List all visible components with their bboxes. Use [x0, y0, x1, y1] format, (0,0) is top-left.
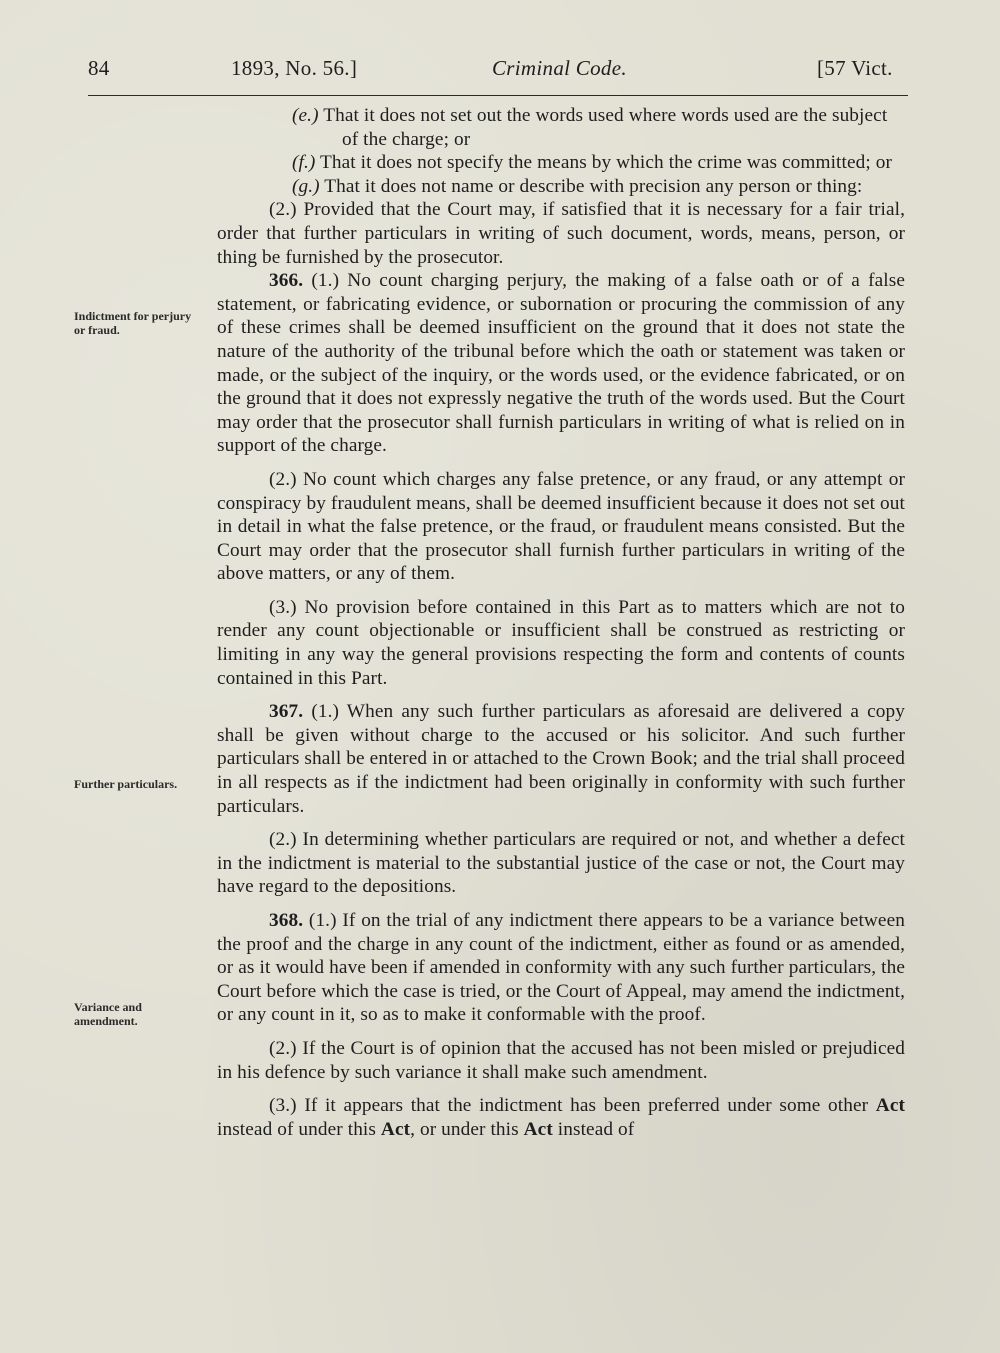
- subclause-label: (f.): [292, 152, 316, 174]
- paragraph-text: instead of: [552, 1118, 635, 1140]
- paragraph-text: (3.) If it appears that the indictment has been preferred under some other: [269, 1095, 876, 1117]
- paragraph-text: (1.) When any such further particulars as aforesaid are delivered a copy shall be given without charge to the accused or his solicitor. And such further particulars shall be entered in or attached to the Crown Book; and the trial shall proceed in all respects as if the indictment had been originally in conformity with such further particulars.: [217, 701, 906, 817]
- subclause-text: That it does not name or describe with precision any person or thing:: [324, 175, 863, 197]
- section-367-para-1: [217, 700, 905, 818]
- margin-note-further-particulars: Further particulars.: [74, 777, 178, 791]
- subclause-label: (e.): [292, 105, 319, 126]
- subclause-text: That it does not specify the means by which the crime was committed; or: [320, 152, 892, 174]
- act-word: Act: [523, 1118, 553, 1140]
- section-368-para-1: [217, 909, 905, 1027]
- subclause-e: [217, 104, 905, 151]
- paragraph-text: (1.) If on the trial of any indictment there appears to be a variance between the proof and the charge in any count of the indictment, either as found or as amended, or as it would have been if amended in conformity with any such further particulars, the Court before which the case is tried, or the Court of Appeal, may amend the indictment, or any count in it, so as to make it conformable with the proof.: [217, 910, 905, 1026]
- section-367-para-2: (2.) In determining whether particulars are required or not, and whether a defect in the indictment is material to the substantial justice of the case or not, the Court may have regard to the depositions.: [217, 829, 905, 898]
- section-number: 366.: [269, 270, 304, 292]
- act-word: Act: [380, 1118, 411, 1140]
- proviso-paragraph: (2.) Provided that the Court may, if satisfied that it is necessary for a fair trial, order that further particulars in writing of such document, words, means, person, or thing be furnished by the prosecutor.: [217, 199, 905, 268]
- subclause-label: (g.): [292, 175, 320, 197]
- header-rule: [88, 95, 908, 96]
- regnal-year: [57 Vict.: [817, 56, 893, 80]
- act-word: Act: [875, 1095, 905, 1117]
- margin-note-variance: Variance and amendment.: [74, 1000, 142, 1028]
- subclause-f: [217, 151, 905, 175]
- section-number: 367.: [269, 701, 304, 723]
- page-number: 84: [88, 56, 110, 80]
- section-366-para-1: [217, 269, 905, 458]
- section-368-para-2: (2.) If the Court is of opinion that the accused has not been misled or prejudiced in his defence by such variance it shall make such amendment.: [217, 1037, 905, 1083]
- section-366-para-2: (2.) No count which charges any false pretence, or any fraud, or any attempt or conspiracy by fraudulent means, shall be deemed insufficient because it does not set out in detail in what the false pretence, or the fraud, or fraudulent means consisted. But the Court may order that the prosecutor shall furnish further particulars in writing of the above matters, or any of them.: [217, 468, 905, 585]
- year-and-number: 1893, No. 56.]: [231, 56, 358, 80]
- margin-note-indictment-perjury: Indictment for perjury or fraud.: [74, 309, 192, 337]
- paragraph-text: instead of under this: [217, 1118, 381, 1140]
- section-368-para-3: [217, 1094, 905, 1141]
- running-title: Criminal Code.: [492, 56, 627, 80]
- section-number: 368.: [269, 910, 304, 931]
- section-366-para-3: (3.) No provision before contained in this Part as to matters which are not to render any count objectionable or insufficient shall be construed as restricting or limiting in any way the general provisions respecting the form and contents of counts contained in this Part.: [217, 596, 905, 689]
- body-text: [217, 104, 905, 1141]
- subclause-g: [217, 175, 905, 199]
- paragraph-text: (1.) No count charging perjury, the making of a false oath or of a false statement, or fabricating evidence, or subornation or procuring the commission of any of these crimes shall be deemed insufficient on the ground that it does not state the nature of the authority of the tribunal before which the oath or statement was taken or made, or the subject of the inquiry, or the words used, or the evidence fabricated, or on the ground that it does not expressly negative the truth of the words used. But the Court may order that the prosecutor shall furnish particulars in writing of what is relied on in support of the charge.: [217, 270, 905, 457]
- paragraph-text: , or under this: [410, 1118, 524, 1140]
- subclause-text: That it does not set out the words used where words used are the subject of the charge; or: [323, 105, 888, 150]
